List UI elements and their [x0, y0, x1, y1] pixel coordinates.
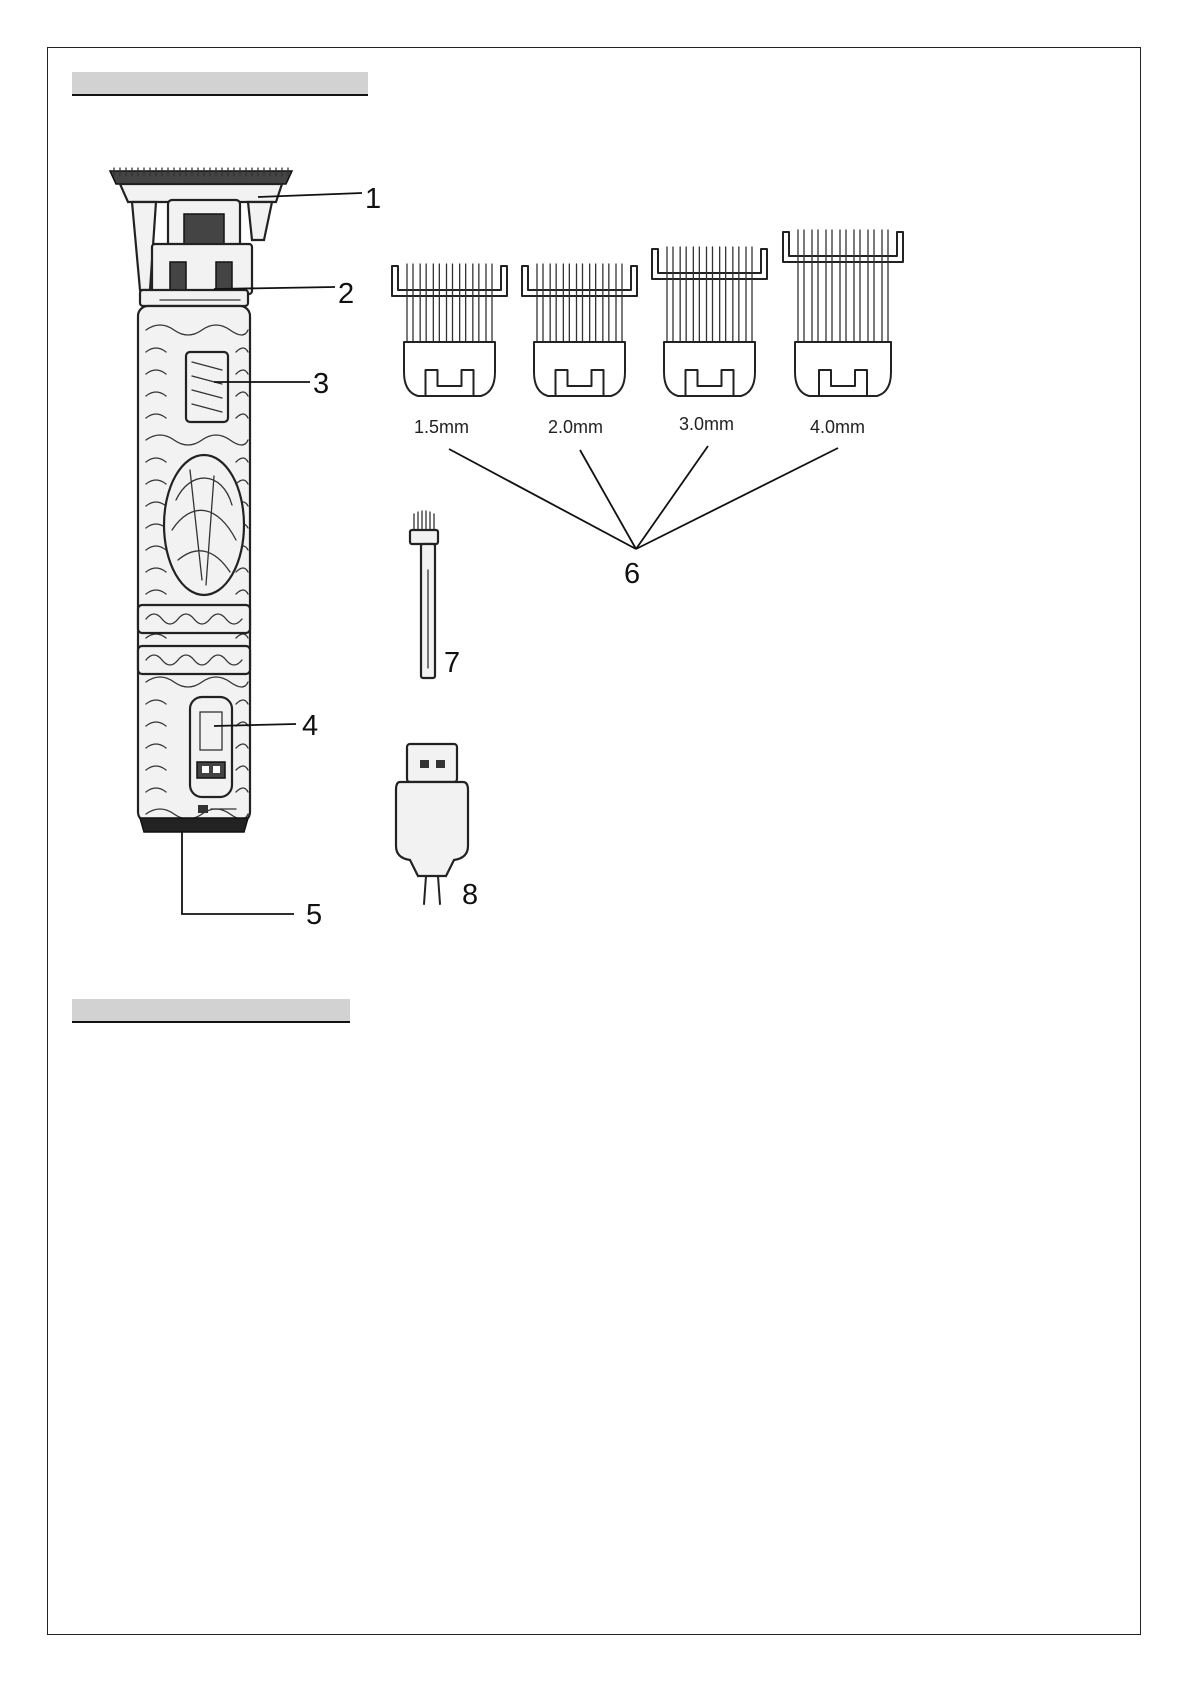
cleaning-brush — [410, 511, 438, 678]
comb-guard — [392, 264, 507, 396]
trimmer-illustration — [110, 168, 292, 832]
comb-callout-leaders — [449, 446, 838, 549]
callout-4: 4 — [302, 710, 319, 742]
power-button — [186, 352, 228, 422]
comb-size-label: 4.0mm — [810, 417, 866, 437]
comb-size-label: 1.5mm — [414, 417, 470, 437]
callout-5: 5 — [306, 899, 323, 931]
trimmer-head — [132, 200, 272, 306]
callout-6: 6 — [624, 558, 641, 590]
comb-size-label: 3.0mm — [679, 414, 735, 434]
comb-guards — [392, 230, 903, 396]
bottom-cap — [140, 818, 248, 832]
comb-size-label: 2.0mm — [548, 417, 604, 437]
callout-1: 1 — [365, 183, 382, 215]
usb-cable — [396, 744, 468, 904]
comb-guard — [652, 247, 767, 396]
callout-8: 8 — [462, 879, 479, 911]
callout-7: 7 — [444, 647, 461, 679]
comb-guard — [783, 230, 903, 396]
callout-3: 3 — [313, 368, 330, 400]
comb-guard — [522, 264, 637, 396]
charging-port-indicator — [190, 697, 232, 797]
callout-2: 2 — [338, 278, 355, 310]
